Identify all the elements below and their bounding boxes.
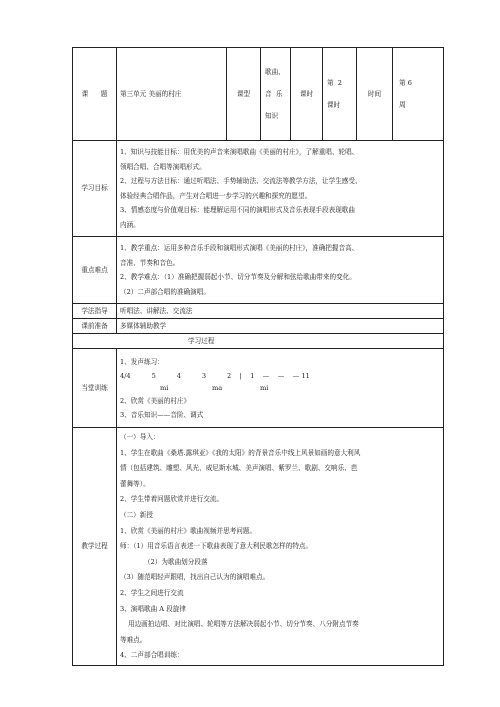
syllable-3: mi bbox=[260, 383, 269, 392]
practice-row bbox=[73, 349, 444, 428]
prep-value: 多媒体辅助教学 bbox=[117, 319, 444, 334]
keypoints-label: 重点难点 bbox=[73, 237, 117, 304]
hours-value-line-2: 课时 bbox=[327, 101, 341, 109]
goals-line-4: 体验经典合唱作品，产生对合唱进一步学习的兴趣和探究的愿望。 bbox=[120, 191, 312, 200]
practice-line-1: 1、发声练习： bbox=[120, 357, 164, 366]
goals-line-1: 1、知识与技能目标：用优美的声音来演唱歌曲《美丽的村庄》，了解重唱、轮唱、 bbox=[120, 148, 359, 156]
goals-content bbox=[117, 141, 444, 237]
topic-label: 课 题 bbox=[73, 48, 117, 141]
header-row bbox=[73, 48, 444, 141]
teaching-line-11: 2、学生之间进行交流 bbox=[120, 588, 184, 597]
teaching-line-8: 师：（1）用音乐语言表述一下歌曲表现了意大利民歌怎样的特点。 bbox=[120, 542, 313, 551]
hours-value-line-1: 第 2 bbox=[327, 79, 342, 87]
method-value: 听唱法、讲解法、交流法 bbox=[117, 304, 444, 319]
goals-line-6: 内涵。 bbox=[120, 220, 140, 229]
hours-label: 课时 bbox=[291, 48, 323, 141]
goals-label: 学习目标 bbox=[73, 141, 117, 237]
method-label: 学法指导 bbox=[73, 304, 117, 319]
goals-line-2: 领唱合唱、合唱等演唱形式。 bbox=[120, 162, 206, 171]
topic-value: 第三单元 美丽的村庄 bbox=[117, 48, 227, 141]
practice-line-2: 2、欣赏《美丽的村庄》 bbox=[120, 396, 191, 405]
teaching-line-14: 等难点。 bbox=[120, 635, 147, 644]
practice-syllables bbox=[120, 383, 440, 394]
time-value-line-1: 第 6 bbox=[399, 79, 412, 87]
type-value bbox=[261, 48, 291, 141]
type-label: 课型 bbox=[227, 48, 261, 141]
goals-line-5: 3、情感态度与价值观目标：能理解运用不同的演唱形式及音乐表现手段表现歌曲 bbox=[120, 206, 355, 214]
goals-line-3: 2、过程与方法目标：通过听唱法、手势辅助法、交流法等教学方法，让学生感受、 bbox=[120, 177, 362, 185]
practice-label: 当堂训练 bbox=[73, 349, 117, 428]
time-value bbox=[393, 48, 444, 141]
prep-label: 课前准备 bbox=[73, 319, 117, 334]
method-row bbox=[73, 304, 444, 319]
practice-line-3: 3、音乐知识——音阶、调式 bbox=[120, 410, 204, 419]
keypoints-line-2: 音准、节奏和音色。 bbox=[120, 258, 180, 267]
hours-value bbox=[323, 48, 357, 141]
prep-row bbox=[73, 319, 444, 334]
keypoints-content bbox=[117, 237, 444, 304]
teaching-line-7: 1、欣赏《美丽的村庄》歌曲视频并思考问题。 bbox=[120, 526, 257, 535]
teaching-line-13: 用边画拍边唱、对比演唱、轮唱等方法解决弱起小节、切分节奏、八分附点节奏 bbox=[128, 620, 359, 629]
teaching-line-10: （3）随范唱轻声跟唱，找出自己认为的演唱难点。 bbox=[120, 573, 270, 582]
lesson-plan-table bbox=[72, 47, 444, 666]
goals-row bbox=[73, 141, 444, 237]
teaching-line-12: 3、演唱歌曲 A 段旋律 bbox=[120, 604, 186, 613]
type-value-line-1: 歌曲、 bbox=[265, 68, 285, 76]
keypoints-line-4: （2）二声部合唱的准确演唱。 bbox=[120, 287, 210, 296]
practice-content bbox=[117, 349, 444, 428]
teaching-content bbox=[117, 428, 444, 666]
type-value-line-3: 知识 bbox=[265, 112, 279, 120]
teaching-line-5: 2、学生带着问题欣赏并进行交流。 bbox=[120, 495, 224, 504]
practice-notation: 4/4 5 4 3 2 | 1 — — — 11 bbox=[120, 371, 310, 380]
teaching-line-4: 蕾舞等）。 bbox=[120, 479, 150, 488]
syllable-1: mi bbox=[160, 383, 169, 392]
keypoints-line-3: 2、教学难点：（1）准确把握弱起小节、切分节奏及分解和弦给歌曲带来的变化。 bbox=[120, 273, 356, 281]
keypoints-row bbox=[73, 237, 444, 304]
teaching-line-15: 4、二声部合唱训练： bbox=[120, 651, 184, 660]
time-label: 时间 bbox=[357, 48, 393, 141]
lesson-plan-sheet bbox=[72, 47, 443, 666]
type-value-line-2: 音 乐 bbox=[265, 90, 283, 98]
process-title: 学习过程 bbox=[73, 334, 444, 349]
teaching-line-3: 情（包括建筑、雕塑、风光、威尼斯水城、美声演唱、紫罗兰、歌剧、交响乐、芭 bbox=[120, 464, 358, 473]
teaching-line-2: 1、学生在歌曲《桑塔.露琪亚》《我的太阳》的背景音乐中线上风景如画的意大利风 bbox=[120, 448, 361, 457]
time-value-line-2: 周 bbox=[399, 101, 406, 109]
keypoints-line-1: 1、教学重点：运用多种音乐手段和演唱形式演唱《美丽的村庄》，准确把握音高、 bbox=[120, 244, 359, 252]
teaching-row bbox=[73, 428, 444, 666]
teaching-line-6: （二）新授 bbox=[120, 510, 153, 519]
syllable-2: ma bbox=[212, 383, 223, 392]
process-title-row bbox=[73, 334, 444, 349]
teaching-line-1: （一）导入： bbox=[120, 433, 160, 441]
teaching-line-9: （2）为歌曲划分段落 bbox=[144, 557, 208, 566]
teaching-label: 教学过程 bbox=[73, 428, 117, 666]
